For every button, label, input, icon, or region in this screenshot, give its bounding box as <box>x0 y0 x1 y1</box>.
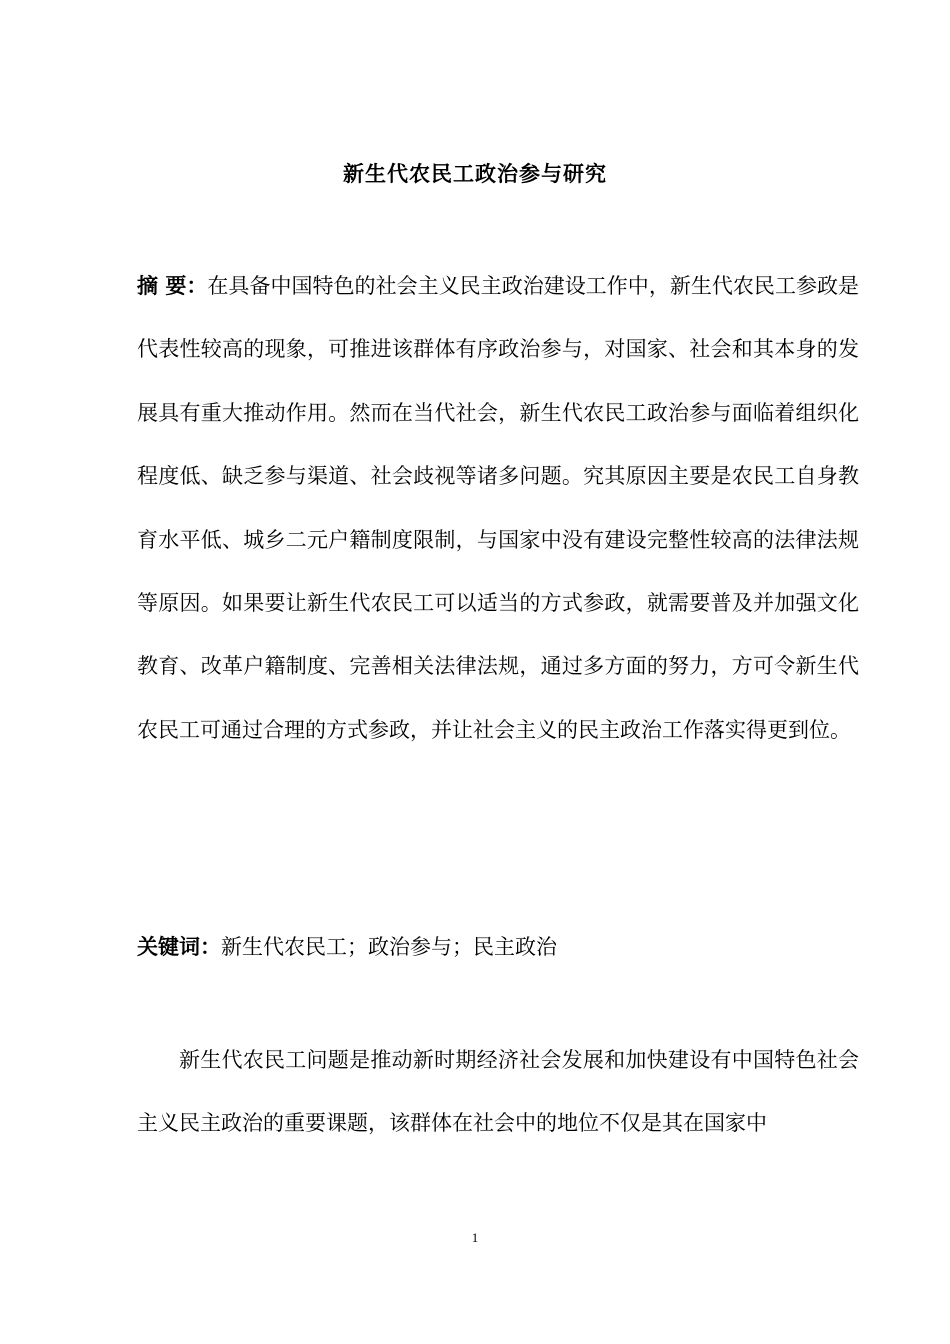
keywords-text: 新生代农民工；政治参与；民主政治 <box>221 935 557 959</box>
abstract-text: 在具备中国特色的社会主义民主政治建设工作中，新生代农民工参政是代表性较高的现象，可推进该群体有序政治参与，对国家、社会和其本身的发展具有重大推动作用。然而在当代社会，新生代农民工政治参与面临着组织化程度低、缺乏参与渠道、社会歧视等诸多问题。究其原因主要是农民工自身教育水平低、城乡二元户籍制度限制，与国家中没有建设完整性较高的法律法规等原因。如果要让新生代农民工可以适当的方式参政，就需要普及并加强文化教育、改革户籍制度、完善相关法律法规，通过多方面的努力，方可令新生代农民工可通过合理的方式参政，并让社会主义的民主政治工作落实得更到位。 <box>137 274 860 742</box>
page-number: 1 <box>471 1230 479 1245</box>
document-title: 新生代农民工政治参与研究 <box>343 162 607 186</box>
abstract-label: 摘 要： <box>137 274 208 298</box>
keywords-label: 关键词： <box>137 935 221 959</box>
abstract-paragraph <box>137 255 859 762</box>
body-paragraph: 新生代农民工问题是推动新时期经济社会发展和加快建设有中国特色社会主义民主政治的重要课题，该群体在社会中的地位不仅是其在国家中 <box>137 1048 859 1136</box>
keywords-line <box>137 929 859 965</box>
